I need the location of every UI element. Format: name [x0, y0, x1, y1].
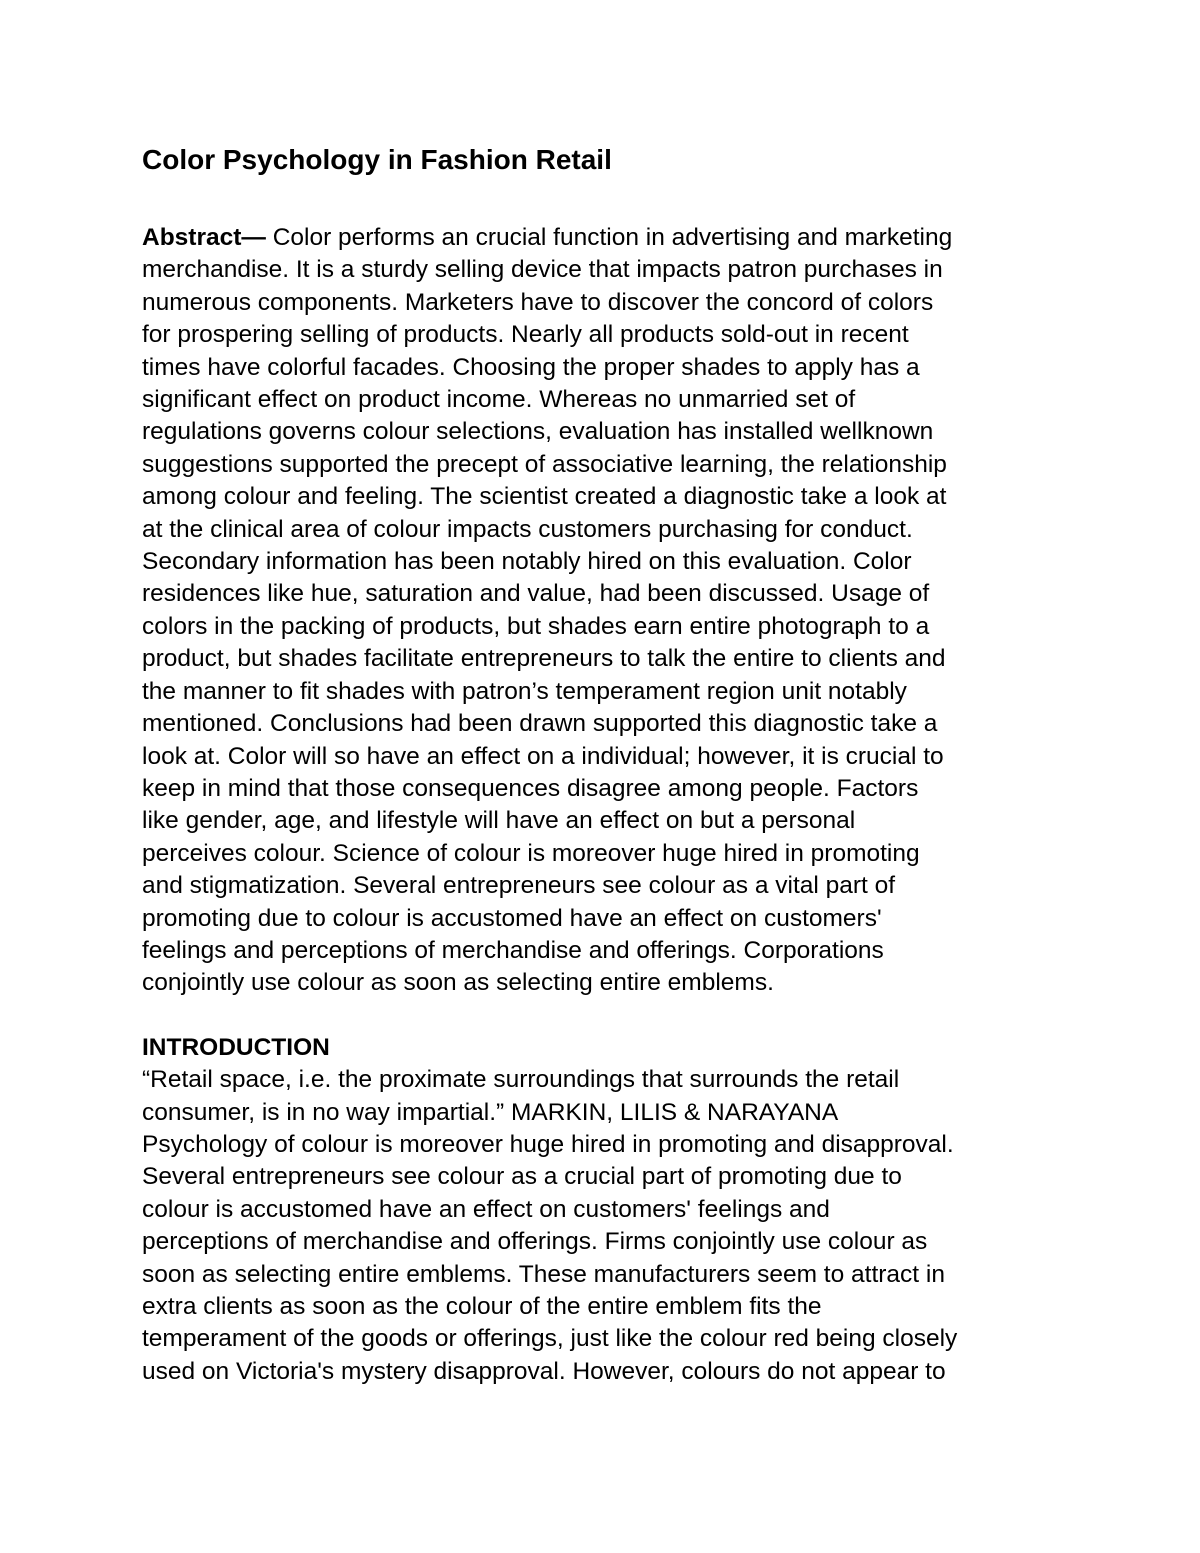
introduction-line: extra clients as soon as the colour of the entire emblem fits the [142, 1293, 822, 1320]
abstract-first-line [142, 222, 1062, 254]
abstract-line: promoting due to colour is accustomed have an effect on customers' [142, 904, 882, 932]
abstract-line: merchandise. It is a sturdy selling device that impacts patron purchases in [142, 256, 943, 284]
introduction-line: Several entrepreneurs see colour as a crucial part of promoting due to [142, 1163, 902, 1191]
introduction-line: temperament of the goods or offerings, just like the colour red being closely [142, 1325, 958, 1353]
abstract-label: Abstract— [142, 224, 266, 251]
document-title: Color Psychology in Fashion Retail [142, 144, 612, 175]
introduction-line: perceptions of merchandise and offerings. Firms conjointly use colour as [142, 1228, 928, 1256]
abstract-first-line-text: Color performs an crucial function in advertising and marketing [265, 224, 953, 251]
abstract-line: significant effect on product income. Whereas no unmarried set of [142, 386, 856, 414]
abstract-line: the manner to fit shades with patron’s temperament region unit notably [142, 677, 907, 705]
introduction-line: soon as selecting entire emblems. These manufacturers seem to attract in [142, 1260, 945, 1288]
abstract-line: colors in the packing of products, but shades earn entire photograph to a [142, 612, 930, 640]
abstract-line: mentioned. Conclusions had been drawn supported this diagnostic take a [142, 710, 938, 738]
abstract-line: look at. Color will so have an effect on a individual; however, it is crucial to [142, 742, 944, 770]
abstract-line: product, but shades facilitate entrepreneurs to talk the entire to clients and [142, 645, 946, 673]
document-page [142, 140, 1062, 1388]
abstract-line: at the clinical area of colour impacts customers purchasing for conduct. [142, 515, 913, 543]
abstract-line: among colour and feeling. The scientist created a diagnostic take a look at [142, 483, 947, 511]
abstract-line: keep in mind that those consequences disagree among people. Factors [142, 774, 919, 802]
abstract-line: Secondary information has been notably hired on this evaluation. Color [142, 548, 912, 576]
abstract-line: conjointly use colour as soon as selecting entire emblems. [142, 969, 774, 997]
introduction-line: Psychology of colour is moreover huge hired in promoting and disapproval. [142, 1130, 954, 1158]
introduction-line: consumer, is in no way impartial.” MARKIN, LILIS & NARAYANA [142, 1098, 839, 1126]
abstract-line: regulations governs colour selections, evaluation has installed wellknown [142, 418, 934, 446]
introduction-section [142, 1032, 1062, 1388]
abstract-line: and stigmatization. Several entrepreneurs see colour as a vital part of [142, 872, 896, 900]
abstract-line: suggestions supported the precept of associative learning, the relationship [142, 450, 947, 478]
abstract-line: residences like hue, saturation and value, had been discussed. Usage of [142, 580, 930, 608]
introduction-line: colour is accustomed have an effect on customers' feelings and [142, 1195, 830, 1223]
abstract-line: perceives colour. Science of colour is moreover huge hired in promoting [142, 839, 920, 867]
introduction-heading: INTRODUCTION [142, 1033, 330, 1061]
introduction-line: “Retail space, i.e. the proximate surroundings that surrounds the retail [142, 1066, 900, 1094]
abstract-line: numerous components. Marketers have to discover the concord of colors [142, 288, 934, 316]
introduction-line: used on Victoria's mystery disapproval. However, colours do not appear to [142, 1357, 946, 1385]
abstract-line: like gender, age, and lifestyle will have an effect on but a personal [142, 807, 856, 835]
abstract-section [142, 222, 1062, 1000]
abstract-line: times have colorful facades. Choosing the proper shades to apply has a [142, 353, 920, 381]
abstract-line: for prospering selling of products. Nearly all products sold-out in recent [142, 321, 909, 349]
abstract-line: feelings and perceptions of merchandise and offerings. Corporations [142, 936, 884, 964]
